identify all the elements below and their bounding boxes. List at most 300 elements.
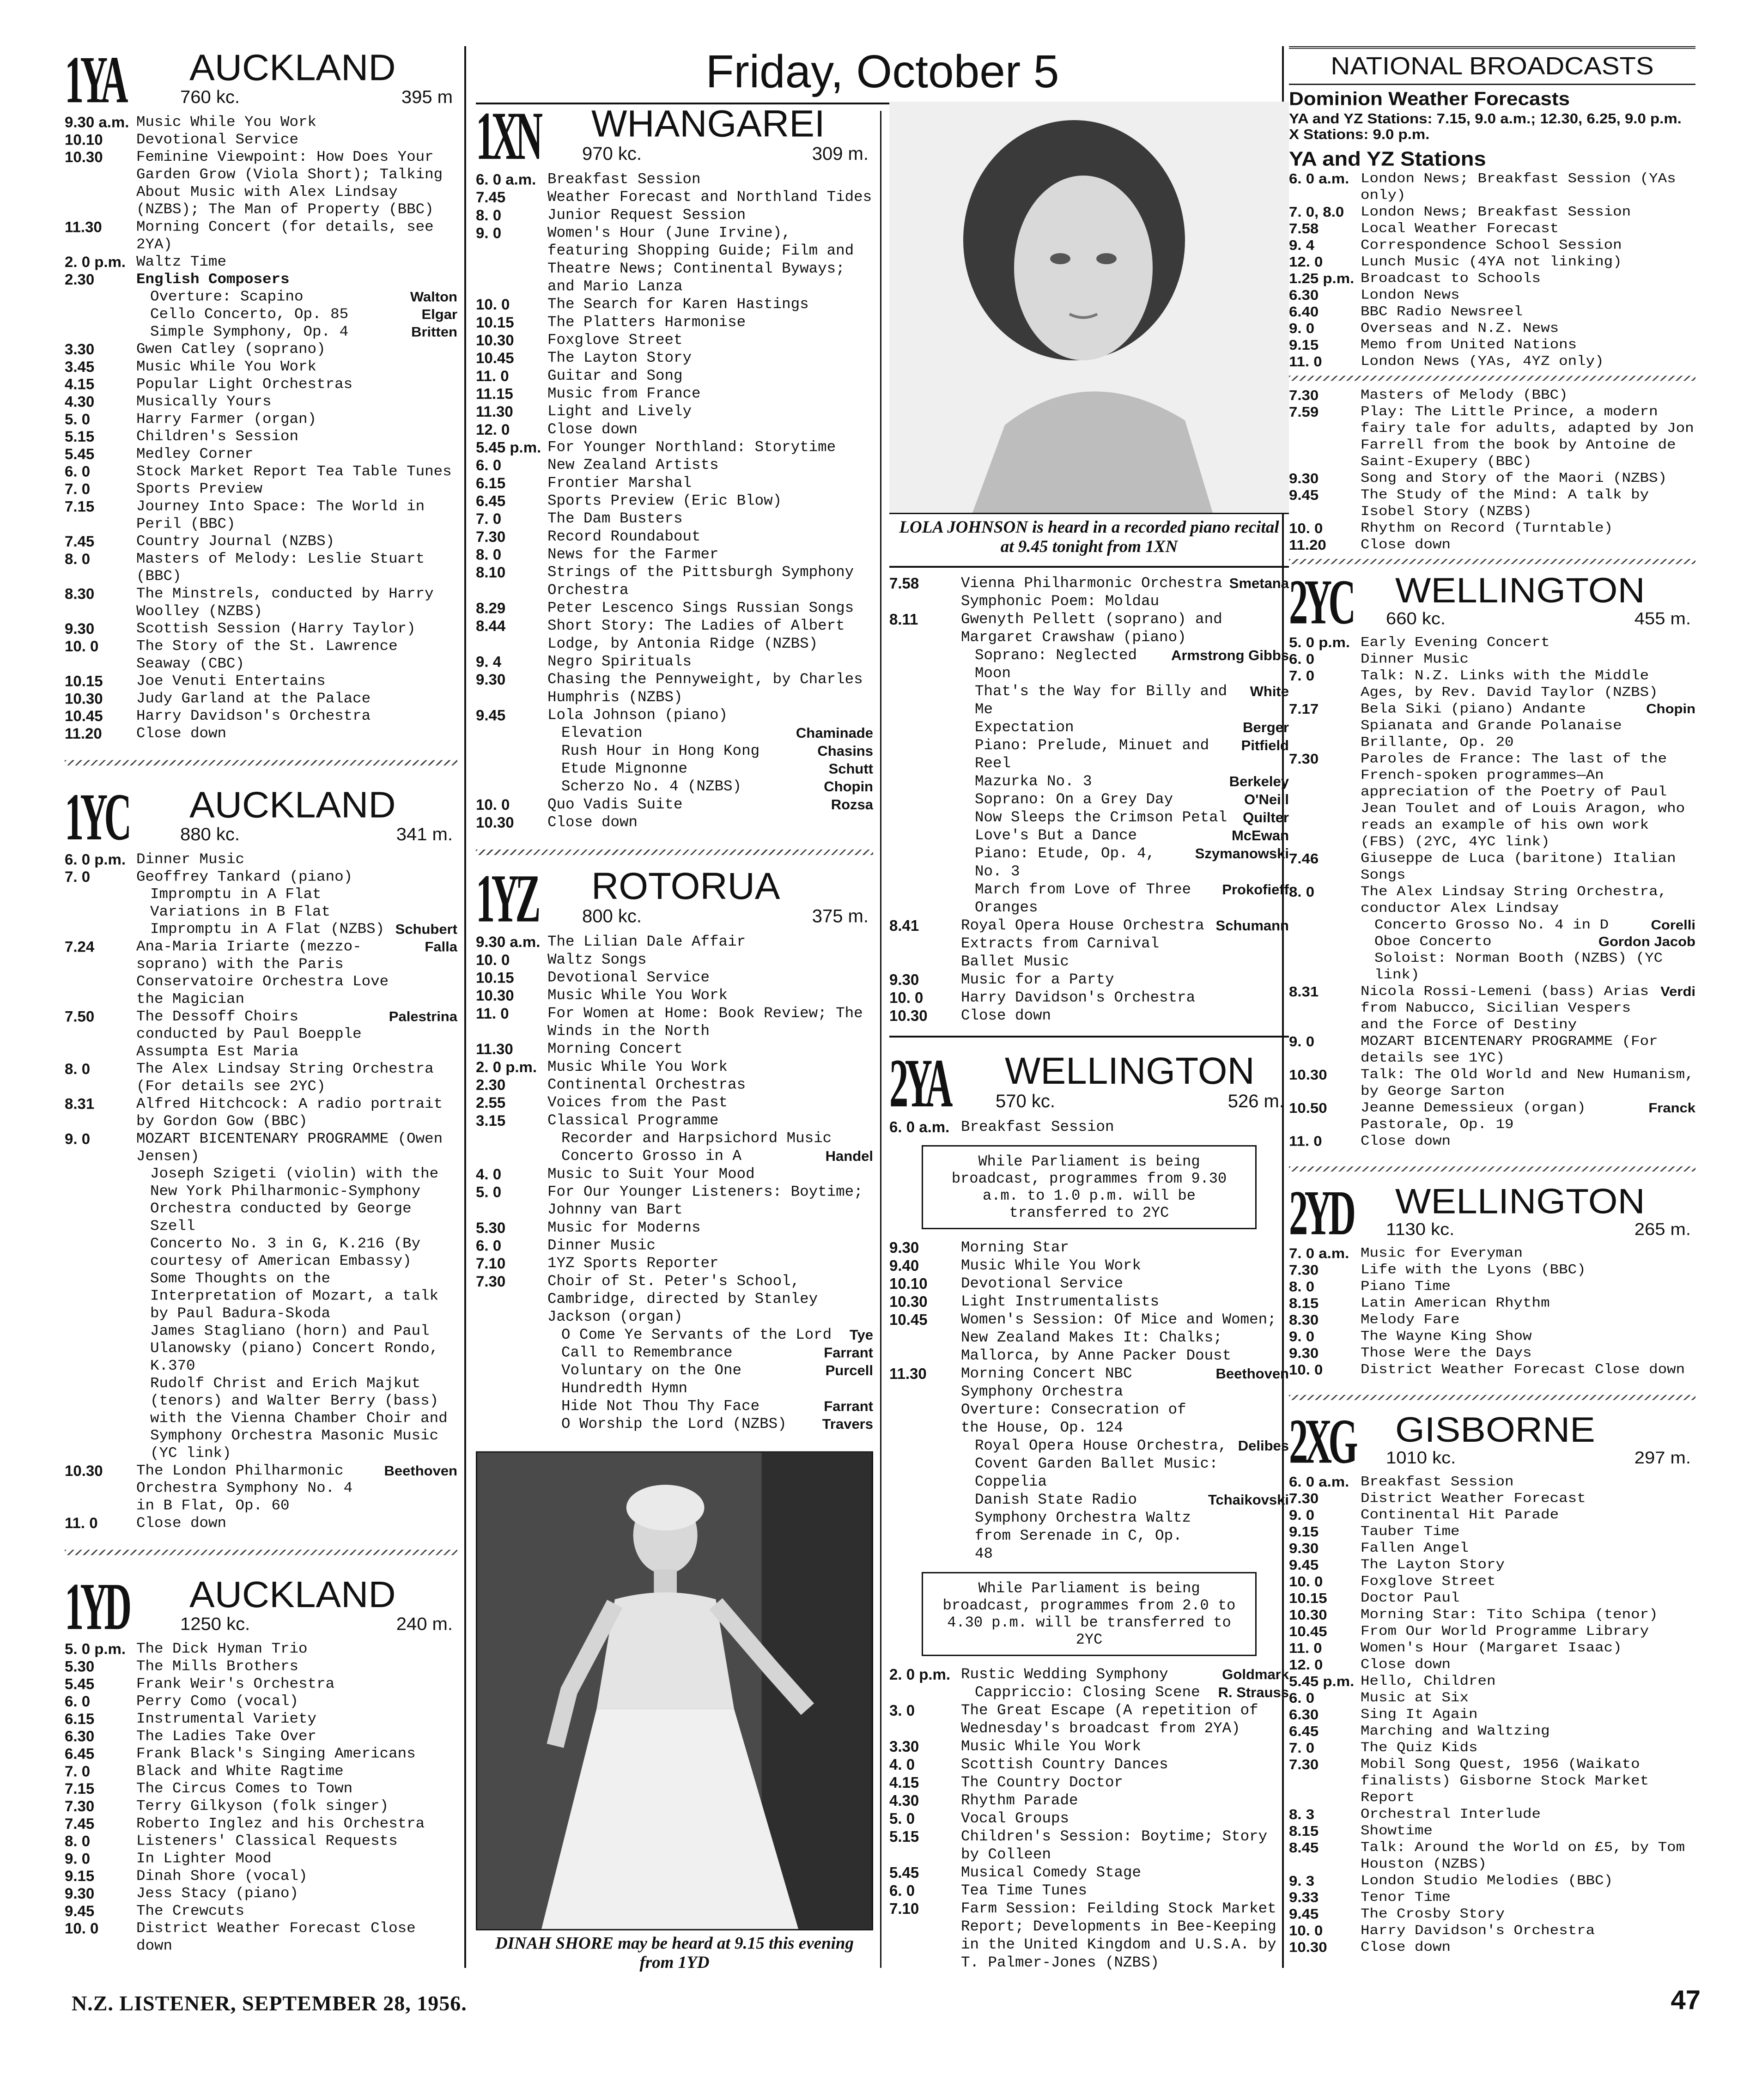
programme-item [1289, 1656, 1695, 1673]
programme-title: Elevation [561, 724, 643, 742]
programme-item [1289, 1278, 1695, 1295]
programme-item [889, 1827, 1289, 1863]
programme-time: 6. 0 a.m. [889, 1118, 950, 1135]
programme-time: 7.58 [889, 575, 919, 592]
station-frequency: 570 kc. [996, 1091, 1055, 1111]
programme-title: The Dick Hyman Trio [136, 1640, 308, 1657]
programme-title: Tea Time Tunes [961, 1882, 1088, 1899]
programme-list [65, 850, 457, 1532]
programme-item [476, 367, 873, 385]
programme-time: 5. 0 [476, 1183, 502, 1201]
programme-title: Impromptu in A Flat [150, 886, 322, 903]
programme-list [1289, 634, 1695, 1150]
programme-time: 4.15 [889, 1774, 919, 1791]
woman-portrait-illustration [889, 102, 1289, 513]
programme-time: 5.15 [65, 428, 95, 445]
programme-title: Musically Yours [136, 393, 272, 410]
programme-item [889, 1809, 1289, 1827]
programme-title: Peter Lescenco Sings Russian Songs [547, 599, 854, 617]
programme-title: Devotional Service [547, 969, 710, 986]
programme-time: 6. 0 a.m. [1289, 170, 1349, 187]
programme-item [476, 528, 873, 546]
programme-item [476, 420, 873, 438]
programme-item [1289, 353, 1695, 370]
programme-time [1289, 933, 1361, 950]
programme-item [1289, 700, 1695, 750]
station-frequency: 660 kc. [1386, 609, 1446, 628]
programme-item [65, 393, 457, 410]
programme-time: 9.30 a.m. [65, 114, 129, 131]
programme-title: Joe Venuti Entertains [136, 673, 326, 690]
programme-time: 6. 0 a.m. [1289, 1474, 1349, 1490]
programme-title: Jeanne Demessieux (organ) Pastorale, Op. 19 [1361, 1100, 1586, 1133]
programme-item [1289, 253, 1695, 270]
programme-title: Morning Concert [547, 1040, 683, 1058]
programme-title: Frank Weir's Orchestra [136, 1675, 335, 1693]
programme-time: 8.15 [1289, 1295, 1319, 1311]
programme-title: Soloist: Norman Booth (NZBS) (YC link) [1374, 950, 1663, 983]
programme-title: Music for Everyman [1361, 1245, 1523, 1261]
programme-time: 10.15 [476, 969, 514, 986]
programme-title: Music While You Work [961, 1738, 1142, 1755]
programme-time: 10.45 [889, 1311, 928, 1328]
programme-time: 4. 0 [476, 1165, 502, 1183]
programme-title: The Quiz Kids [1361, 1740, 1478, 1756]
programme-time: 6.30 [1289, 287, 1319, 303]
programme-title: Close down [1361, 1133, 1451, 1149]
programme-time: 2.30 [65, 271, 95, 288]
programme-title: Children's Session [136, 428, 299, 445]
programme-title: Women's Hour (June Irvine), featuring Shopping Guide; Film and Theatre News; Continental Byways; and Mario Lanza [547, 224, 854, 295]
programme-title: Talk: The Old World and New Humanism, by George Sarton [1361, 1067, 1694, 1099]
programme-time: 9.15 [1289, 337, 1319, 353]
programme-item [1289, 1523, 1695, 1540]
programme-title: That's the Way for Billy and Me [975, 683, 1227, 718]
programme-item [1289, 750, 1695, 850]
programme-time: 8.31 [1289, 983, 1319, 1000]
programme-time: 10.50 [1289, 1100, 1327, 1116]
programme-item [889, 1365, 1289, 1437]
programme-time [476, 724, 547, 742]
programme-item [476, 456, 873, 474]
station-wavelength: 265 m. [1634, 1220, 1691, 1239]
programme-item [476, 795, 873, 813]
programme-time: 5.45 [65, 1675, 95, 1693]
programme-time: 5.30 [476, 1219, 506, 1236]
programme-item [1289, 1906, 1695, 1922]
programme-time: 7.17 [1289, 701, 1319, 717]
programme-time [65, 323, 136, 340]
programme-title: Foxglove Street [1361, 1573, 1496, 1590]
programme-time: 10. 0 [889, 989, 924, 1006]
programme-item [65, 637, 457, 673]
programme-title: Listeners' Classical Requests [136, 1833, 398, 1850]
programme-title: Light Instrumentalists [961, 1293, 1160, 1310]
zigzag-divider [65, 760, 457, 765]
programme-item [476, 1058, 873, 1076]
programme-time: 4.30 [65, 393, 95, 410]
programme-time: 10.30 [1289, 1067, 1327, 1083]
programme-title: James Stagliano (horn) and Paul Ulanowsky (piano) Concert Rondo, K.370 [150, 1323, 439, 1374]
programme-time: 2. 0 p.m. [889, 1666, 951, 1683]
programme-title: Rush Hour in Hong Kong [561, 742, 760, 759]
station-name: ROTORUA [591, 865, 780, 907]
programme-title: BBC Radio Newsreel [1361, 303, 1523, 320]
programme-time: 9.15 [1289, 1523, 1319, 1540]
programme-item [1289, 1606, 1695, 1623]
programme-time: 11.20 [65, 725, 102, 742]
programme-composer: Elgar [421, 306, 457, 322]
programme-title: Vocal Groups [961, 1810, 1069, 1827]
programme-item [1289, 1922, 1695, 1939]
programme-item [476, 331, 873, 349]
programme-item [476, 1326, 873, 1344]
programme-composer: R. Strauss [1218, 1684, 1289, 1700]
programme-time [65, 305, 136, 323]
programme-item [476, 1219, 873, 1237]
programme-composer: Beethoven [1215, 1366, 1289, 1382]
programme-item [65, 1322, 457, 1374]
programme-title: Record Roundabout [547, 528, 701, 545]
programme-title: Expectation [975, 719, 1074, 736]
programme-title: The Dam Busters [547, 510, 683, 528]
programme-title: Devotional Service [961, 1275, 1124, 1292]
programme-item [65, 1235, 457, 1270]
programme-time: 8. 0 [476, 206, 502, 224]
programme-item [65, 253, 457, 271]
programme-title: Tenor Time [1361, 1889, 1451, 1906]
programme-item [65, 1270, 457, 1322]
programme-item [889, 1437, 1289, 1491]
programme-item [476, 1397, 873, 1415]
programme-time: 7. 0 [65, 480, 91, 498]
programme-title: Dinner Music [1361, 651, 1469, 667]
programme-time: 7.15 [65, 498, 95, 515]
programme-composer: Handel [825, 1148, 873, 1165]
programme-item [476, 492, 873, 510]
programme-item [1289, 387, 1695, 403]
programme-title: Voluntary on the One Hundredth Hymn [561, 1362, 742, 1397]
programme-time [476, 1129, 547, 1147]
programme-item [1289, 1872, 1695, 1889]
programme-item [889, 1791, 1289, 1809]
programme-title: 1YZ Sports Reporter [547, 1255, 719, 1272]
programme-time: 9. 3 [1289, 1873, 1315, 1889]
programme-composer: Prokofieff [1222, 881, 1289, 898]
programme-time [476, 1344, 547, 1362]
programme-time: 10. 0 [1289, 1361, 1323, 1378]
programme-title: Light and Lively [547, 403, 692, 420]
programme-title: The Mills Brothers [136, 1658, 299, 1675]
programme-composer: Pitfield [1241, 737, 1289, 753]
programme-composer: Farrant [824, 1398, 873, 1414]
programme-item [1289, 286, 1695, 303]
programme-title: Sports Preview [136, 480, 263, 498]
programme-time: 11. 0 [65, 1515, 98, 1532]
station-name: WELLINGTON [1395, 1182, 1645, 1221]
station-wavelength: 455 m. [1634, 609, 1691, 628]
programme-title: Lunch Music (4YA not linking) [1361, 254, 1622, 270]
programme-title: The Crewcuts [136, 1902, 245, 1919]
programme-time: 11. 0 [1289, 1133, 1322, 1149]
programme-title: Correspondence School Session [1361, 237, 1622, 253]
station-name: WELLINGTON [1005, 1050, 1255, 1092]
programme-item [889, 718, 1289, 736]
programme-time [1289, 916, 1361, 933]
programme-title: District Weather Forecast Close down [1361, 1361, 1685, 1378]
programme-time: 11. 0 [1289, 353, 1322, 370]
column-center [476, 46, 1289, 1973]
programme-time: 9.30 [1289, 470, 1319, 486]
programme-time: 9. 0 [65, 1130, 91, 1147]
programme-item [65, 1657, 457, 1675]
programme-title: Black and White Ragtime [136, 1763, 344, 1780]
programme-item [1289, 1361, 1695, 1378]
programme-title: Nicola Rossi-Lemeni (bass) Arias from Nabucco, Sicilian Vespers and the Force of Destiny [1361, 983, 1649, 1033]
zigzag-divider [65, 1550, 457, 1555]
programme-composer: Schumann [1215, 917, 1289, 934]
programme-item [476, 653, 873, 671]
programme-title: Overseas and N.Z. News [1361, 320, 1559, 336]
programme-title: Cappriccio: Closing Scene [975, 1684, 1200, 1701]
programme-title: Those Were the Days [1361, 1345, 1532, 1361]
programme-title: Close down [1361, 1657, 1451, 1673]
programme-item [65, 340, 457, 358]
programme-title: Feminine Viewpoint: How Does Your Garden Grow (Viola Short); Talking About Music with Alex Lindsay (NZBS); The Man of Property (BBC) [136, 149, 443, 218]
programme-title: Morning Star: Tito Schipa (tenor) [1361, 1607, 1658, 1623]
programme-time: 11. 0 [476, 1005, 509, 1022]
programme-item [1289, 320, 1695, 336]
programme-item [65, 1762, 457, 1780]
programme-item [476, 1147, 873, 1165]
programme-time [476, 1361, 547, 1397]
programme-item [476, 474, 873, 492]
programme-title: The Alex Lindsay String Orchestra (For details see 2YC) [136, 1061, 434, 1095]
programme-title: The Alex Lindsay String Orchestra, conductor Alex Lindsay [1361, 884, 1667, 916]
programme-title: Talk: Around the World on £5, by Tom Houston (NZBS) [1361, 1839, 1685, 1872]
programme-title: Continental Hit Parade [1361, 1507, 1559, 1523]
programme-time: 8.11 [889, 611, 918, 628]
column-auckland [65, 42, 457, 1973]
station-2xg [1289, 1406, 1695, 1955]
programme-time: 6. 0 [889, 1882, 915, 1899]
programme-time: 9. 4 [476, 653, 502, 670]
programme-title: Frontier Marshal [547, 474, 692, 492]
programme-item [65, 480, 457, 498]
programme-time [889, 736, 961, 772]
programme-title: Close down [136, 725, 227, 742]
programme-item [476, 546, 873, 564]
programme-title: The Lilian Dale Affair [547, 933, 746, 951]
programme-title: London Studio Melodies (BBC) [1361, 1873, 1613, 1889]
programme-composer: Rozsa [831, 796, 873, 813]
programme-time: 9.33 [1289, 1889, 1319, 1906]
programme-item [1289, 237, 1695, 253]
programme-item [889, 1311, 1289, 1365]
programme-time: 11. 0 [476, 367, 509, 384]
programme-time: 7.30 [1289, 1262, 1319, 1278]
programme-item [889, 736, 1289, 772]
programme-item [889, 610, 1289, 646]
programme-title: Play: The Little Prince, a modern fairy tale for adults, adapted by Jon Farrell from the book by Antoine de Saint-Exupery (BBC) [1361, 404, 1694, 470]
programme-item [65, 1130, 457, 1165]
programme-time: 7.45 [65, 1815, 95, 1832]
programme-time: 10.15 [65, 673, 103, 690]
programme-item [1289, 1506, 1695, 1523]
programme-title: Quo Vadis Suite [547, 796, 683, 813]
programme-title: Devotional Service [136, 131, 299, 148]
programme-item [889, 1773, 1289, 1791]
programme-item [889, 1737, 1289, 1755]
station-header [476, 98, 873, 174]
programme-time: 11.30 [476, 1040, 513, 1058]
programme-time: 4.30 [889, 1792, 919, 1809]
programme-title: Now Sleeps the Crimson Petal [975, 809, 1227, 826]
programme-time: 2.30 [476, 1076, 506, 1093]
programme-time: 9. 0 [1289, 1328, 1315, 1344]
programme-time: 5. 0 [889, 1810, 915, 1827]
programme-time [65, 1322, 136, 1374]
programme-item [889, 1701, 1289, 1737]
programme-time: 9.45 [1289, 1906, 1319, 1922]
programme-time: 10. 0 [476, 796, 510, 813]
programme-composer: Tchaikovski [1208, 1492, 1289, 1508]
programme-time [476, 1147, 547, 1165]
programme-time: 5.30 [65, 1658, 95, 1675]
programme-time: 10.30 [1289, 1939, 1327, 1955]
programme-item [476, 599, 873, 617]
station-call-sign: 1YA [65, 42, 125, 117]
station-header [889, 1045, 1289, 1122]
programme-item [476, 1076, 873, 1094]
programme-time [65, 1270, 136, 1322]
programme-item [1289, 1133, 1695, 1149]
programme-time: 6. 0 [65, 1693, 91, 1710]
programme-title: Gwen Catley (soprano) [136, 340, 326, 358]
programme-item [476, 1040, 873, 1058]
programme-item [476, 1165, 873, 1183]
programme-title: In Lighter Mood [136, 1850, 272, 1867]
programme-item [1289, 520, 1695, 536]
programme-time: 8. 3 [1289, 1806, 1315, 1822]
programme-time: 7. 0 [1289, 668, 1315, 684]
programme-time: 6.15 [65, 1710, 95, 1727]
programme-title: Concerto Grosso No. 4 in D [1374, 917, 1609, 933]
programme-time: 8.30 [65, 585, 95, 602]
programme-time: 7.58 [1289, 220, 1319, 237]
national-evening-list [1289, 387, 1695, 553]
programme-item [65, 358, 457, 376]
programme-title: Marching and Waltzing [1361, 1723, 1550, 1739]
programme-composer: Berkeley [1229, 773, 1289, 789]
programme-composer: Chopin [1646, 701, 1695, 716]
programme-time [476, 760, 547, 778]
programme-title: Royal Opera House Orchestra Extracts from Carnival Ballet Music [961, 917, 1204, 970]
programme-time: 11.15 [476, 385, 513, 402]
programme-list [889, 1238, 1289, 1563]
station-header [1289, 1406, 1695, 1477]
station-list [1289, 566, 1695, 1955]
programme-item [65, 550, 457, 585]
programme-composer: Delibes [1238, 1438, 1289, 1454]
programme-item [65, 1710, 457, 1728]
programme-time: 7.30 [476, 1273, 506, 1290]
programme-time: 10. 0 [1289, 520, 1323, 536]
programme-title: Masters of Melody (BBC) [1361, 387, 1568, 403]
programme-time [1289, 950, 1361, 983]
programme-item [889, 1683, 1289, 1701]
column-national [1289, 46, 1695, 1973]
programme-item [889, 1256, 1289, 1275]
programme-item [889, 1275, 1289, 1293]
station-frequency: 800 kc. [582, 906, 642, 927]
programme-title: The Layton Story [547, 349, 692, 367]
programme-time: 7.45 [65, 533, 95, 550]
programme-item [1289, 983, 1695, 1033]
programme-title: Geoffrey Tankard (piano) [136, 868, 353, 885]
programme-title: Country Journal (NZBS) [136, 533, 335, 550]
station-1yz [476, 860, 873, 1433]
programme-item [1289, 1540, 1695, 1556]
programme-item [65, 410, 457, 428]
programme-item [889, 646, 1289, 682]
programme-title: The London Philharmonic Orchestra Symphony No. 4 in B Flat, Op. 60 [136, 1462, 353, 1514]
programme-title: Close down [136, 1515, 227, 1532]
programme-time: 6.15 [476, 474, 506, 492]
programme-time: 8.44 [476, 617, 506, 635]
programme-composer: Berger [1243, 719, 1289, 735]
programme-title: The Great Escape (A repetition of Wednesday's broadcast from 2YA) [961, 1702, 1258, 1737]
programme-title: Masters of Melody: Leslie Stuart (BBC) [136, 550, 425, 585]
programme-item [1289, 220, 1695, 237]
programme-item [1289, 1573, 1695, 1590]
programme-time: 10.15 [476, 314, 514, 331]
programme-composer: Tye [849, 1327, 873, 1343]
zigzag-divider [1289, 1395, 1695, 1400]
programme-title: Morning Concert (for details, see 2YA) [136, 218, 434, 253]
programme-item [65, 428, 457, 445]
parliament-notice: While Parliament is being broadcast, programmes from 2.0 to 4.30 p.m. will be transferred to 2YC [922, 1572, 1257, 1656]
programme-title: Close down [961, 1007, 1051, 1024]
programme-item [65, 1060, 457, 1095]
station-call-sign: 1YC [65, 780, 128, 855]
programme-item [1289, 650, 1695, 667]
programme-item [1289, 1739, 1695, 1756]
programme-time: 10. 0 [65, 637, 99, 655]
programme-item [1289, 1756, 1695, 1806]
yayz-list [1289, 170, 1695, 370]
programme-item [1289, 1822, 1695, 1839]
programme-time: 10.15 [1289, 1590, 1327, 1606]
programme-time [889, 646, 961, 682]
programme-item [65, 148, 457, 218]
programme-title: Hide Not Thou Thy Face [561, 1397, 760, 1415]
station-name: AUCKLAND [189, 47, 396, 89]
programme-item [889, 1293, 1289, 1311]
programme-item [889, 880, 1289, 916]
programme-time [65, 921, 136, 938]
programme-composer: Smetana [1229, 575, 1289, 591]
programme-time [889, 826, 961, 844]
programme-title: Morning Concert NBC Symphony Orchestra Overture: Consecration of the House, Op. 124 [961, 1365, 1186, 1436]
programme-title: The Country Doctor [961, 1774, 1124, 1791]
programme-time [65, 903, 136, 921]
programme-time: 11.30 [65, 218, 102, 236]
programme-title: Giuseppe de Luca (baritone) Italian Songs [1361, 850, 1676, 883]
programme-time: 9.30 [65, 1885, 95, 1902]
station-wavelength: 309 m. [812, 144, 869, 164]
programme-title: Lola Johnson (piano) [547, 706, 728, 724]
